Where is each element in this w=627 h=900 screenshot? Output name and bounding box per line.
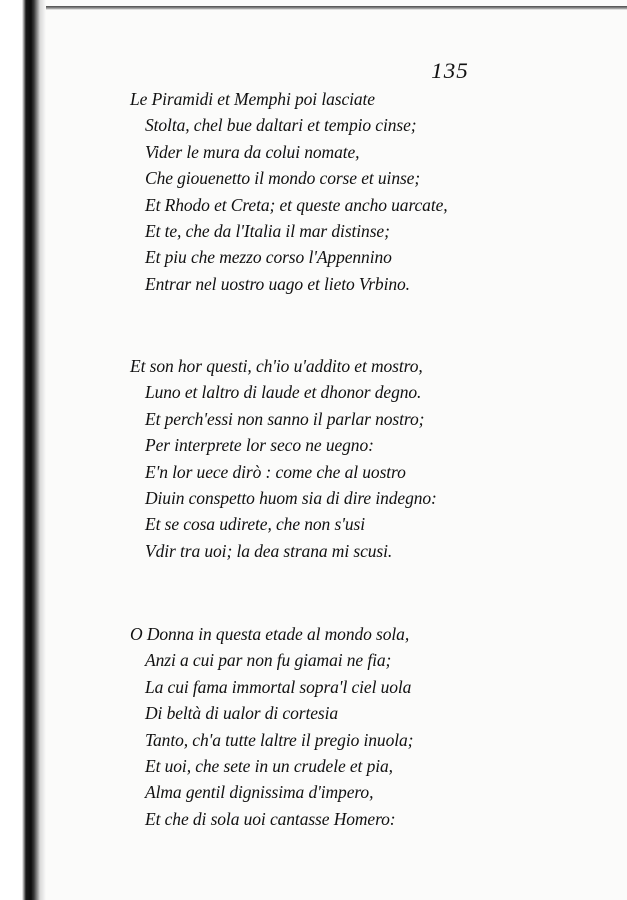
verse-line: Anzi a cui par non fu giamai ne fia; [145, 650, 392, 671]
verse-line: Vdir tra uoi; la dea strana mi scusi. [145, 540, 393, 561]
verse-line: Di beltà di ualor di cortesia [145, 703, 338, 724]
verse-line: Per interprete lor seco ne uegno: [145, 435, 374, 456]
verse-line: Entrar nel uostro uago et lieto Vrbino. [145, 273, 410, 294]
stanza-1 [130, 86, 448, 297]
page-number: 135 [431, 58, 469, 83]
verse-line: Et se cosa udirete, che non s'usi [145, 514, 365, 535]
verse-line: Et te, che da l'Italia il mar distinse; [145, 221, 390, 242]
stanza-2 [130, 353, 437, 564]
verse-line: Le Piramidi et Memphi poi lasciate [130, 89, 375, 109]
stanza-3 [130, 621, 413, 832]
verse-line: O Donna in questa etade al mondo sola, [130, 624, 410, 644]
verse-line: Stolta, chel bue daltari et tempio cinse; [145, 115, 417, 136]
verse-line: La cui fama immortal sopra'l ciel uola [145, 676, 412, 697]
verse-line: Tanto, ch'a tutte laltre il pregio inuola; [145, 729, 414, 750]
verse-line: Et son hor questi, ch'io u'addito et mostro, [130, 356, 423, 376]
book-gutter [0, 0, 46, 900]
verse-line: Vider le mura da colui nomate, [145, 141, 360, 162]
verse-line: Et uoi, che sete in un crudele et pia, [145, 756, 393, 777]
verse-line: Et che di sola uoi cantasse Homero: [145, 808, 396, 829]
page-top-edge [0, 6, 627, 10]
verse-line: Alma gentil dignissima d'impero, [145, 782, 374, 803]
verse-line: E'n lor uece dirò : come che al uostro [145, 461, 406, 482]
verse-line: Et perch'essi non sanno il parlar nostro; [145, 408, 425, 429]
verse-line: Diuin conspetto huom sia di dire indegno: [145, 488, 437, 509]
verse-line: Che giouenetto il mondo corse et uinse; [145, 168, 421, 189]
verse-line: Et Rhodo et Creta; et queste ancho uarcate, [145, 194, 448, 215]
verse-line: Luno et laltro di laude et dhonor degno. [145, 382, 422, 403]
verse-line: Et piu che mezzo corso l'Appennino [145, 247, 392, 268]
